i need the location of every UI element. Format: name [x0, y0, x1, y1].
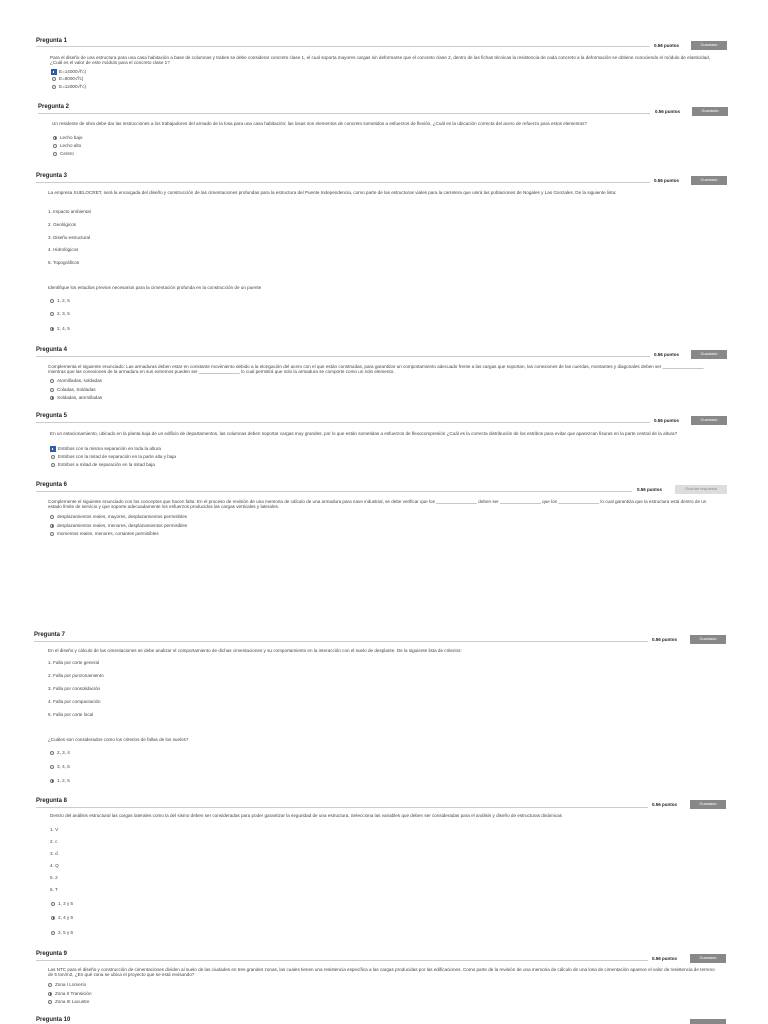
question-5-divider — [36, 422, 650, 423]
question-6-text: Complemente el siguiente enunciado con los conceptos que hacen falta: En el proceso de revisión de una memoria de cálculo de una armadura para nave industrial, se debe verificar que los ________________ deben ser ________________ que los ________________ lo cual garantiza que la estructura está dentro de un estado límite de servicio y que soporte adecuadamente los esfuerzos producidos las cargas verticales y laterales. — [48, 499, 707, 510]
question-5-option-3[interactable]: Estribos a mitad de separación en la mitad baja — [51, 462, 155, 467]
radio-icon[interactable] — [50, 765, 54, 769]
question-7-list-item: 2. Falla por punzonamiento — [48, 673, 104, 678]
question-7-status-button[interactable]: Guardado — [690, 635, 726, 644]
question-1-text: Para el diseño de una estructura para una casa habitación a base de columnas y trabes se debe considerar concreto clase 1, el cual soporta mayores cargas sin deformarse que el concreto clase 2, dentro de las fichas técnicas la resistencia de cada concreto a la deformación se obtiene conociendo el módulo de elasticidad, ¿Cuál es el valor de este módulo para el concreto clase 1? — [50, 55, 711, 66]
question-3-prompt: Identifique los estudios previos necesarios para la cimentación profunda en la construcción de un puente — [48, 285, 262, 290]
question-2-points: 0.56 puntos — [655, 109, 681, 114]
question-3-list-item: 1. Impacto ambiental — [48, 209, 91, 214]
question-6-divider — [36, 491, 632, 492]
question-8-list-item: 1. V — [50, 827, 59, 832]
radio-icon[interactable] — [50, 515, 54, 519]
question-1-divider — [36, 46, 650, 47]
question-3-list-item: 4. Hidrológicos — [48, 247, 79, 252]
question-4-divider — [36, 356, 650, 357]
question-1-points: 0.56 puntos — [654, 43, 680, 48]
question-2-option-2[interactable]: Lecho alto — [53, 143, 81, 148]
question-7-text: En el diseño y cálculo de las cimentaciones se debe analizar el comportamiento de dichas cimentaciones y su comportamiento en la interacción con el suelo de desplante. De la siguiente lista de criterios: — [48, 648, 462, 653]
question-2-status-button[interactable]: Guardado — [692, 107, 728, 116]
question-3-list-item: 3. Diseño estructural — [48, 235, 91, 240]
radio-icon[interactable] — [53, 136, 57, 140]
question-5-title: Pregunta 5 — [36, 413, 68, 419]
question-5-option-2[interactable]: Estribos con la mitad de separación en la parte alta y baja — [51, 454, 176, 459]
radio-icon[interactable] — [52, 85, 56, 89]
question-1-option-2[interactable]: E=8000√f'c) — [52, 76, 83, 81]
radio-icon[interactable] — [50, 388, 54, 392]
question-8-list-item: 5. 2 — [50, 875, 58, 880]
radio-icon[interactable] — [51, 931, 55, 935]
question-4-option-2[interactable]: Coladas, Soldadas — [50, 387, 96, 392]
question-8-list-item: 3. d — [50, 851, 58, 856]
radio-icon[interactable] — [51, 447, 55, 451]
question-7-list-item: 5. Falla por corte local — [48, 712, 94, 717]
question-8-option-1[interactable]: 1, 3 y 5 — [51, 901, 73, 906]
question-6-option-1[interactable]: desplazamientos reales, mayores, desplazamientos permisibles — [50, 514, 187, 519]
question-5-text: En un estacionamiento, ubicado en la planta baja de un edificio de departamentos, las columnas deben soportar cargas muy grandes, por lo que están sometidas a esfuerzos de flexocompresión ¿Cuál es la correcta distribución de los estribos para evitar que aparezcan fisuras en la parte central de la altura? — [50, 431, 678, 436]
question-8-status-button[interactable]: Guardado — [690, 800, 726, 809]
question-8-text: Dentro del análisis estructural las cargas laterales como la del sismo deben ser consideradas para poder garantizar la seguridad de una estructura. Selecciona las variables que deben ser consideradas para el análisis y diseño de estructuras dinámicas — [50, 813, 562, 818]
question-3-option-2[interactable]: 2, 3, 5 — [50, 311, 70, 316]
question-8-divider — [36, 807, 648, 808]
radio-icon[interactable] — [50, 779, 54, 783]
question-3-text: La empresa SUELOCRET, será la encargada del diseño y construcción de las cimentaciones profundas para la estructura del Puente Independencia, como parte de las estructuras viales para la carretera que unirá las poblaciones de Nogales y Las Gonzales. De la siguiente lista: — [48, 190, 617, 195]
radio-icon[interactable] — [52, 77, 56, 81]
radio-icon[interactable] — [52, 70, 56, 74]
radio-icon[interactable] — [51, 916, 55, 920]
question-9-title: Pregunta 9 — [36, 951, 68, 957]
question-1-option-1[interactable]: E=14000√f'c) — [52, 69, 86, 74]
question-8-option-2[interactable]: 2, 4 y 6 — [51, 915, 73, 920]
question-3-option-1[interactable]: 1, 2, 5 — [50, 298, 70, 303]
question-8-title: Pregunta 8 — [36, 798, 68, 804]
question-2-divider — [38, 113, 650, 114]
question-10-title: Pregunta 10 — [36, 1017, 71, 1023]
question-9-text: Las NTC para el diseño y construcción de cimentaciones dividen al suelo de las ciudades en tres grandes zonas, las cuales tienen una resistencia específica a las cargas producidas por las edificaciones. Como parte de la revisión de una memoria de cálculo de una losa de cimentación aparece el valor de resistencia de terreno de 5 ton/m2, ¿En qué zona se ubica el proyecto que se está revisando? — [48, 967, 715, 978]
question-6-title: Pregunta 6 — [36, 482, 68, 488]
question-7-option-1[interactable]: 2, 3, 4 — [50, 750, 70, 755]
question-9-option-3[interactable]: Zona III Lacustre — [48, 999, 89, 1004]
question-6-option-3[interactable]: momentos reales, menores, cortantes permisibles — [50, 531, 159, 536]
radio-icon[interactable] — [51, 463, 55, 467]
question-6-points: 0.56 puntos — [637, 487, 663, 492]
question-7-option-2[interactable]: 3, 4, 5 — [50, 764, 70, 769]
question-5-status-button[interactable]: Guardado — [691, 416, 727, 425]
radio-icon[interactable] — [50, 379, 54, 383]
question-3-points: 0.56 puntos — [654, 178, 680, 183]
radio-icon[interactable] — [50, 312, 54, 316]
radio-icon[interactable] — [50, 327, 54, 331]
question-7-points: 0.56 puntos — [652, 637, 678, 642]
question-1-title: Pregunta 1 — [36, 38, 68, 44]
question-4-option-3[interactable]: Soldadas, atornilladas — [50, 395, 102, 400]
radio-icon[interactable] — [51, 902, 55, 906]
question-8-list-item: 2. c — [50, 839, 58, 844]
question-8-points: 0.56 puntos — [652, 802, 678, 807]
question-2-text: Un residente de obra debe dar las instrucciones a los trabajadores del armado de la losa para una casa habitación; las losas son elementos de concreto sometidos a esfuerzos de flexión, ¿Cuál es la ubicación correcta del acero de refuerzo para estos elementos? — [52, 121, 587, 126]
question-8-list-item: 4. Q — [50, 863, 59, 868]
question-7-list-item: 1. Falla por corte general — [48, 660, 100, 665]
question-6-option-2[interactable]: desplazamientos reales, menores, desplazamientos permisibles — [50, 523, 187, 528]
question-4-points: 0.56 puntos — [654, 352, 680, 357]
question-7-list-item: 4. Falla por compactación — [48, 699, 101, 704]
question-4-option-1[interactable]: Atornilladas, soldadas — [50, 378, 102, 383]
question-7-title: Pregunta 7 — [34, 632, 66, 638]
question-3-option-3[interactable]: 2, 4, 5 — [50, 326, 70, 331]
radio-icon[interactable] — [50, 751, 54, 755]
radio-icon[interactable] — [53, 144, 57, 148]
question-7-list-item: 3. Falla por consolidación — [48, 686, 101, 691]
question-7-divider — [34, 641, 648, 642]
question-4-status-button[interactable]: Guardado — [691, 350, 727, 359]
question-2-option-3[interactable]: Centro — [53, 151, 74, 156]
question-1-status-button[interactable]: Guardado — [691, 41, 727, 50]
question-5-points: 0.56 puntos — [654, 418, 680, 423]
question-3-status-button[interactable]: Guardado — [691, 176, 727, 185]
question-7-prompt: ¿Cuáles son considerados como los criterios de fallas de los suelos? — [48, 737, 189, 742]
question-3-title: Pregunta 3 — [36, 173, 68, 179]
question-8-list-item: 6. T — [50, 887, 58, 892]
question-4-text: Complementa el siguiente enunciado: Las armaduras deben estar en constante movimiento debido a la elongación del acero con el que están construidas, para garantizar un comportamiento adecuado frente a las cargas que soportan, las conexiones de las cuerdas, montantes y diagonales deben ser ________________ mientras que las conexiones de la armadura en sus extremos pueden ser ________________ lo cual permitirá que solo la armadura se comporte como un solo elemento. — [48, 364, 704, 375]
question-2-title: Pregunta 2 — [38, 104, 70, 110]
radio-icon[interactable] — [48, 992, 52, 996]
radio-icon[interactable] — [51, 455, 55, 459]
radio-icon[interactable] — [50, 396, 54, 400]
question-3-list-item: 5. Topográficos — [48, 260, 80, 265]
question-2-option-1[interactable]: Lecho bajo — [53, 135, 82, 140]
radio-icon[interactable] — [53, 152, 57, 156]
radio-icon[interactable] — [50, 524, 54, 528]
question-9-status-button[interactable]: Guardado — [690, 954, 726, 963]
question-3-list-item: 2. Geológicos — [48, 222, 77, 227]
radio-icon[interactable] — [50, 532, 54, 536]
question-8-option-3[interactable]: 2, 5 y 6 — [51, 930, 73, 935]
question-1-option-3[interactable]: E=12000√f'c) — [52, 84, 86, 89]
question-10-status-button[interactable] — [690, 1019, 726, 1024]
question-9-option-2[interactable]: Zona II Transición — [48, 991, 92, 996]
question-9-option-1[interactable]: Zona I Lomerío — [48, 982, 86, 987]
radio-icon[interactable] — [48, 1000, 52, 1004]
question-5-option-1[interactable]: Estribos con la misma separación en toda la altura — [51, 446, 161, 451]
question-9-points: 0.56 puntos — [652, 956, 678, 961]
question-4-title: Pregunta 4 — [36, 347, 68, 353]
question-7-option-3[interactable]: 1, 2, 5 — [50, 778, 70, 783]
question-6-save-answer-button[interactable]: Guardar respuesta — [675, 485, 727, 494]
question-9-divider — [36, 960, 648, 961]
radio-icon[interactable] — [48, 983, 52, 987]
radio-icon[interactable] — [50, 299, 54, 303]
question-3-divider — [36, 182, 650, 183]
